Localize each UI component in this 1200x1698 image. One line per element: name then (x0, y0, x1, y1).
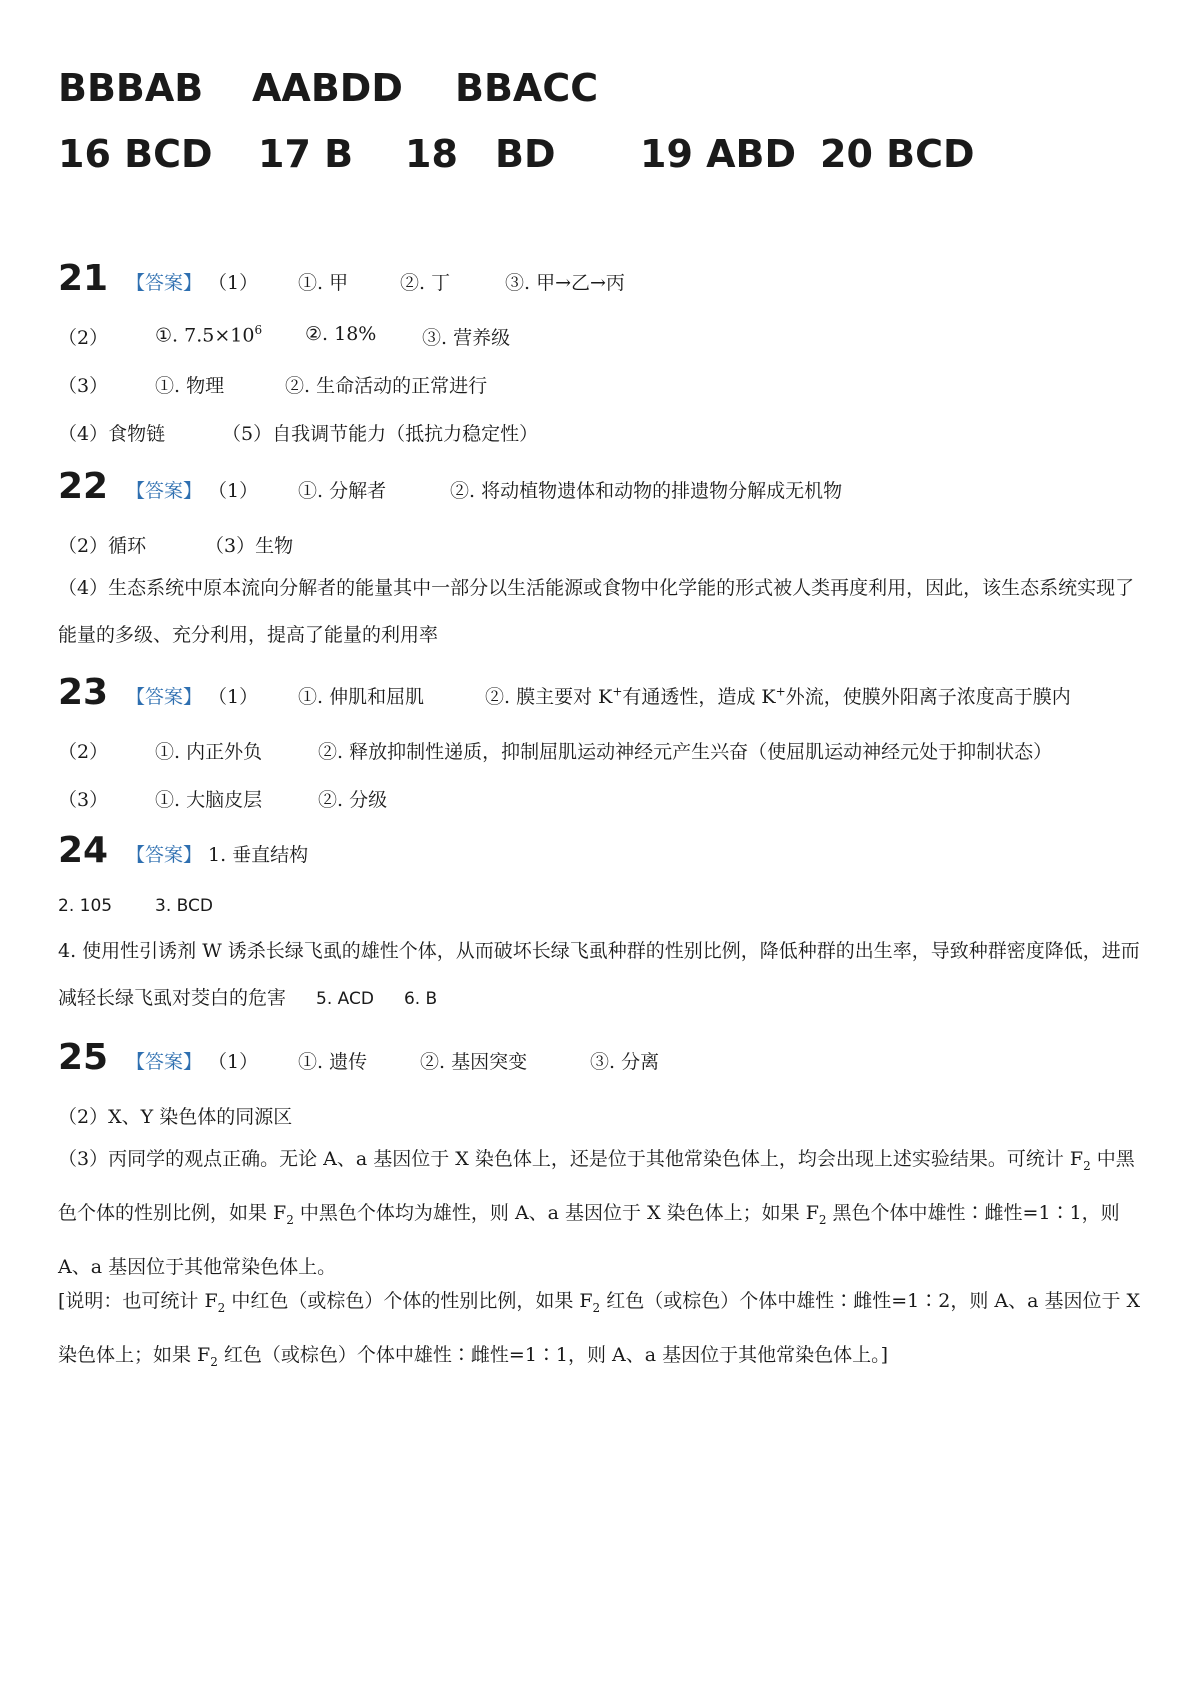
part-label: （2） (58, 327, 109, 349)
mc-answer-19: 19 ABD (640, 132, 797, 176)
mc-group-2: AABDD (252, 66, 403, 110)
question-number: 21 (58, 258, 109, 299)
answer-item: 2. 105 (58, 896, 113, 916)
part-label: （1） (208, 686, 259, 708)
mc-answer-18-num: 18 (405, 132, 458, 176)
answer-item: ①. 分解者 (298, 480, 387, 502)
answer-item: 3. BCD (155, 896, 213, 916)
part-label: （3） (58, 789, 109, 811)
question-number: 23 (58, 672, 109, 713)
note-paragraph: [说明：也可统计 $F_2$ 中红色（或棕色）个体的性别比例，如果 $F_2$ 红色（或棕色）个体中雄性∶雌性=1∶2，则 A、a 基因位于 X 染色体上；如果 $F_2$ 红色（或棕色）个体中雄性∶雌性=1∶1，则 A、a 基因位于其他常染色体上。] (58, 1290, 1141, 1369)
answer-tag: 【答案】 (126, 1051, 203, 1073)
answer-item: （4）食物链 (58, 423, 166, 445)
answer-item: ①. 伸肌和屈肌 (298, 686, 425, 708)
part-label: （2） (58, 741, 109, 763)
question-number: 24 (58, 830, 109, 871)
mc-group-1: BBBAB (58, 66, 204, 110)
answer-tag: 【答案】 (126, 686, 203, 708)
answer-item: （3）生物 (205, 535, 294, 557)
part-label: （3） (58, 375, 109, 397)
answer-item: ②. 基因突变 (420, 1051, 528, 1073)
question-number: 25 (58, 1037, 109, 1078)
answer-item: ②. 释放抑制性递质，抑制屈肌运动神经元产生兴奋（使屈肌运动神经元处于抑制状态） (318, 741, 1053, 763)
answer-paragraph: （3）丙同学的观点正确。无论 A、a 基因位于 X 染色体上，还是位于其他常染色体上，均会出现上述实验结果。可统计 $F_2$ 中黑色个体的性别比例，如果 $F_2$ 中黑色个体均为雄性，则 A、a 基因位于 X 染色体上；如果 $F_2$ 黑色个体中雄性∶雌性=1∶1，则 A、a 基因位于其他常染色体上。 (58, 1148, 1135, 1278)
answer-item: ②. 丁 (400, 272, 451, 294)
part-label: （1） (208, 480, 259, 502)
answer-item: ②. 分级 (318, 789, 388, 811)
answer-item: ①. 物理 (155, 375, 225, 397)
answer-item: ①. 大脑皮层 (155, 789, 263, 811)
answer-item: ③. 营养级 (422, 327, 511, 349)
answer-item: ②. 18% (305, 323, 377, 345)
answer-item: ②. 生命活动的正常进行 (285, 375, 488, 397)
answer-paragraph: 4. 使用性引诱剂 W 诱杀长绿飞虱的雄性个体，从而破坏长绿飞虱种群的性别比例，降低种群的出生率，导致种群密度降低，进而减轻长绿飞虱对茭白的危害 5. ACD 6. B (58, 940, 1140, 1009)
mc-answer-18: BD (495, 132, 556, 176)
part-label: （1） (208, 1051, 259, 1073)
answer-item: ①. 甲 (298, 272, 349, 294)
answer-item: ②. 膜主要对 K+有通透性，造成 K+外流，使膜外阳离子浓度高于膜内 (485, 684, 1071, 708)
answer-item: ③. 分离 (590, 1051, 660, 1073)
question-number: 22 (58, 466, 109, 507)
answer-item: ①. 遗传 (298, 1051, 368, 1073)
answer-item: ①. 内正外负 (155, 741, 263, 763)
answer-item: ①. $7.5\times 10^6$ (155, 323, 263, 347)
mc-answer-17: 17 B (258, 132, 354, 176)
answer-item: （2）X、Y 染色体的同源区 (58, 1106, 293, 1128)
answer-item: ③. 甲→乙→丙 (505, 272, 625, 294)
answer-paragraph: （4）生态系统中原本流向分解者的能量其中一部分以生活能源或食物中化学能的形式被人类再度利用，因此，该生态系统实现了能量的多级、充分利用，提高了能量的利用率 (58, 577, 1135, 646)
answer-item: 1. 垂直结构 (208, 844, 309, 866)
answer-tag: 【答案】 (126, 844, 203, 866)
answer-tag: 【答案】 (126, 272, 203, 294)
answer-item: （2）循环 (58, 535, 147, 557)
mc-answer-20: 20 BCD (820, 132, 975, 176)
mc-answer-16: 16 BCD (58, 132, 213, 176)
answer-tag: 【答案】 (126, 480, 203, 502)
answer-item: （5）自我调节能力（抵抗力稳定性） (222, 423, 539, 445)
mc-group-3: BBACC (455, 66, 599, 110)
answer-item: ②. 将动植物遗体和动物的排遗物分解成无机物 (450, 480, 843, 502)
part-label: （1） (208, 272, 259, 294)
